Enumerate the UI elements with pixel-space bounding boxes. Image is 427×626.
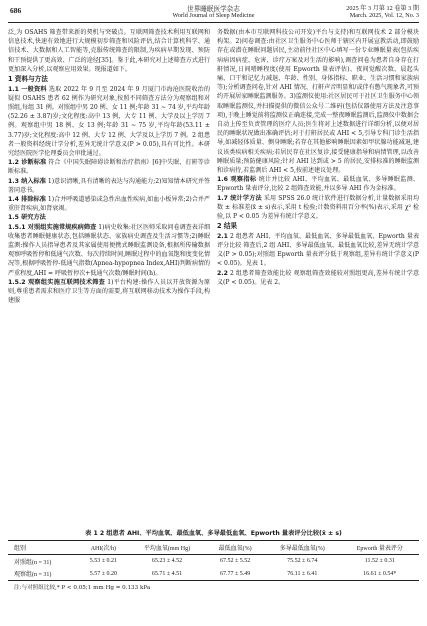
subsection-label: 1.2 诊断标准 xyxy=(8,159,47,167)
paragraph-text: 符合《中国失眠障碍诊断和治疗指南》[6]中失眠、打鼾等诊断标准。 xyxy=(8,159,210,176)
subsection-paragraph xyxy=(217,175,419,193)
paragraph-text: 采用 SPSS 26.0 统计软件进行数据分析,计量数据采用均数 ± 标准差(x̄ ± s)表示,采用 t 检验;计数资料用百分率(%)表示,采用 χ² 检验,以 P < 0.05 为差异有统计学意义。 xyxy=(217,194,419,221)
body-paragraph: 务数据(由本市互联网科技公司开发)平台与支持)和互联网技术 2 部分模块构架。2)问卷调查:由社区卫生服务中心医师于辖区内开展宣教活动,即鼓励存在或潜在睡眠问题居民,主动前往社区中心填写一份专业睡眠量表(包括疾病病因病症、危害、诊疗方案及对生活的影响),调查问卷为患者自身存在打鼾情况,日间嗜睡程度(使用 Epworth 量表评估)、夜间觉醒次数、晨起头痛、口干和记忆力减退、年龄、性别、身体指标、职业、生活习惯和家族病等);分析调查问卷,针对 AHI 情况、打鼾声音明显和/或伴有憋气现象者,可预约开展居家睡眠监测服务。3)监测仪使用:社区居民可于社区卫生服务中心领取睡眠监测仪,并扫描提供的微信公众号二维码(包括仪器使用方法及注意事项),于晚上睡觉前将监测仪正确连接,完成一整夜睡眠监测后,监测仪中数据会自动上传至负责管理的医疗人员;医生将对上述数据进行详细分析,以便对居民的睡眠状况做出准确评估;对于打鼾居民或 AHI < 5,引导专科门诊生活指导,如减轻体质量、侧身睡眠;若存在其他影响睡眠因素如甲状腺功能减退,建议该类疾病相关疾病;若居民存在社区复诊,接受健康指导和病情管理,以改善睡眠质量;预防健康风险;针对 AHI 达到或 > 5 的居民,安排标准的睡眠监测和诊病待,若监测后 AHI < 5,按前述建议处理。 xyxy=(217,29,419,175)
table-cell: 观察组(n = 31) xyxy=(14,572,52,579)
paragraph-text: 选取 2022 年 9 月至 2024 年 9 月厦门市海沧医院收治的疑似 OSAHS 患者 62 例作为研究对象,按照不同筛查方法分为观察组和对照组,每组 31 例。对照组中男 20 例、女 11 例;年龄 31 ~ 74 岁,平均年龄(52.26 ± 3.87)岁;文化程度:高中 13 例、大专 11 例、大学及以上学历 7 例。观察组中男 18 例、女 13 例;年龄 31 ~ 75 岁,平均年龄(53.11 ± 3.77)岁;文化程度:高中 12 例、大专 12 例、大学及以上学历 7 例。2 组患者一般资料经统计学分析,差异无统计学意义(P > 0.05),具有可比性。本研究经医院医学伦理委员会审批通过。 xyxy=(8,85,210,157)
table-cell: 65.71 ± 4.51 xyxy=(151,570,183,577)
journal-title-cn: 世界睡眠医学杂志 xyxy=(187,5,240,13)
subsection-paragraph xyxy=(8,278,210,306)
table-header-row xyxy=(8,541,419,555)
table-caption: 表 1 2 组患者 AHI、平均血氧、最低血氧、多导最低血氧、Epworth 量表评分比较(x̄ ± s) xyxy=(85,530,342,537)
column-header: 最低血氧(%) xyxy=(218,546,252,552)
subsection-label: 1.5 研究方法 xyxy=(8,214,46,222)
table-cell: 5.57 ± 0.20 xyxy=(89,570,118,577)
table-row xyxy=(8,568,419,581)
right-column xyxy=(217,28,419,287)
subsection-paragraph xyxy=(8,158,210,176)
column-header: 平均血氧(mm Hg) xyxy=(143,546,191,552)
subsection-label: 1.3 纳入标准 xyxy=(8,177,46,185)
table-note: 注:与对照组比较,* P < 0.05;1 mm Hg = 0.133 kPa xyxy=(14,585,151,592)
subsection-label: 1.5.1 对照组实施常规疾病筛查 xyxy=(8,223,97,231)
subsection-paragraph xyxy=(217,232,419,269)
header-rule xyxy=(8,22,419,23)
table-1 xyxy=(8,528,419,591)
paragraph-text: 2 组患者筛查效能比较 观察组筛查效能较对照组更高,差异有统计学意义(P < 0.05)。见表 2。 xyxy=(217,269,419,286)
left-column xyxy=(8,28,210,305)
paragraph-text: 1)病史收集:社区医师采取问卷调查表详细收集患者睡眠健康状态,包括睡眠状态、家族病史调查及生活习惯等;2)睡眠监测:操作人员指导患者及其家属使用便携式睡眠监测设备,根据所传输数据观察呼吸暂停和低通气次数、每次持续时间,睡眠过程中的血氧饱和度变化情况等,根据呼吸暂停-低通气指数(Apnea-hypopnea Index,AHI)判断病情的严重程度,AHI = 呼吸暂停次+低通气次数/睡眠时间(h)。 xyxy=(8,223,210,277)
table-cell: 对照组(n = 31) xyxy=(14,559,52,566)
journal-title-en: World Journal of Sleep Medicine xyxy=(172,12,255,19)
table-cell: 75.52 ± 6.74 xyxy=(287,558,318,565)
table-cell: 76.11 ± 6.41 xyxy=(287,570,318,577)
subsection-paragraph xyxy=(8,195,210,213)
table-cell: 67.52 ± 5.52 xyxy=(219,558,251,565)
paragraph-text: 统计并比较 AHI、平均血氧、最低血氧、多导睡眠监测、Epworth 量表评分,比较 2 组筛查效能,并以多导 AHI 作为金标准。 xyxy=(217,176,419,193)
issue-info-cn: 2025 年 3 月第 12 卷第 3 期 xyxy=(346,5,419,12)
column-header: 组别 xyxy=(14,546,27,552)
body-paragraph: 泛,为 OSAHS 筛查带来新的契机与突破点。互联网筛查技术利用互联网和信息技术,快速有效地进行大规模初步筛查和风险评估,结合计算机科学、通信技术、大数据和人工智能等,克服传统筛查的限制,为疾病早期发现、预防和干预提供了更高效、广泛的途径[35]。鉴于此,本研究对上述筛查方式进行更加深入分析,以观察应用效果。现报道如下。 xyxy=(8,29,210,73)
paragraph-text: 1)合并呼吸道感染或急性出血性疾病,如血小板异常;2)合并严重肝肾疾病,如肾衰竭。 xyxy=(8,195,210,213)
subsection-label: 1.7 统计学方法 xyxy=(217,194,262,202)
subsection-paragraph xyxy=(8,223,210,278)
subsection-paragraph xyxy=(217,194,419,222)
running-header xyxy=(0,0,427,30)
table-cell: 67.77 ± 5.49 xyxy=(219,570,251,577)
subsection-paragraph xyxy=(8,177,210,195)
subsection-label: 1.1 一般资料 xyxy=(8,85,47,93)
table-cell: 5.53 ± 0.21 xyxy=(89,558,118,565)
subsection-paragraph xyxy=(217,269,419,287)
section-heading: 1 资料与方法 xyxy=(8,75,48,84)
paragraph-text: 2 组患者 AHI、平均血氧、最低血氧、多导最低血氧、Epworth 量表评分比较 筛查后,2 组 AHI、多导最低血氧、最低血氧比较,差异无统计学意义(P > 0.05);对照组 Epworth 量表评分低于观察组,差异有统计学意义(P < 0.05)。见表 1。 xyxy=(217,232,419,268)
results-table xyxy=(8,540,419,581)
column-header: AHI(次/h) xyxy=(90,546,117,552)
column-header: 多导最低血氧(%) xyxy=(279,546,325,552)
subsection-label: 1.6 观察指标 xyxy=(217,176,257,184)
page-number: 686 xyxy=(10,6,22,15)
table-body xyxy=(8,555,419,581)
subsection-label: 2.2 xyxy=(217,269,228,277)
table-cell: 11.52 ± 0.31 xyxy=(364,558,395,565)
table-cell: 16.61 ± 0.54* xyxy=(363,570,397,577)
paragraph-text: 1)平台构建:操作人员以开放资源为原则,尊重患者需求和医疗卫生等方面的需要,将互联网移动技术为操作手段,构建服 xyxy=(8,278,210,305)
subsection-label: 1.4 排除标准 xyxy=(8,195,46,203)
column-header: Epworth 量表评分 xyxy=(356,546,403,552)
table-row xyxy=(8,555,419,568)
subsection-label: 2.1 xyxy=(217,232,228,240)
subsection-paragraph xyxy=(8,213,210,222)
issue-info-en: March. 2025, Vol. 12, No. 3 xyxy=(349,12,419,19)
subsection-label: 1.5.2 观察组实施互联网技术筛查 xyxy=(8,278,106,286)
table-cell: 65.23 ± 4.52 xyxy=(151,558,183,565)
paragraph-text: 1)意识清晰,具有清晰的表达与沟通能力;2)知知情本研究并签署同意书。 xyxy=(8,177,210,194)
section-heading: 2 结果 xyxy=(217,222,238,231)
subsection-paragraph xyxy=(8,85,210,159)
